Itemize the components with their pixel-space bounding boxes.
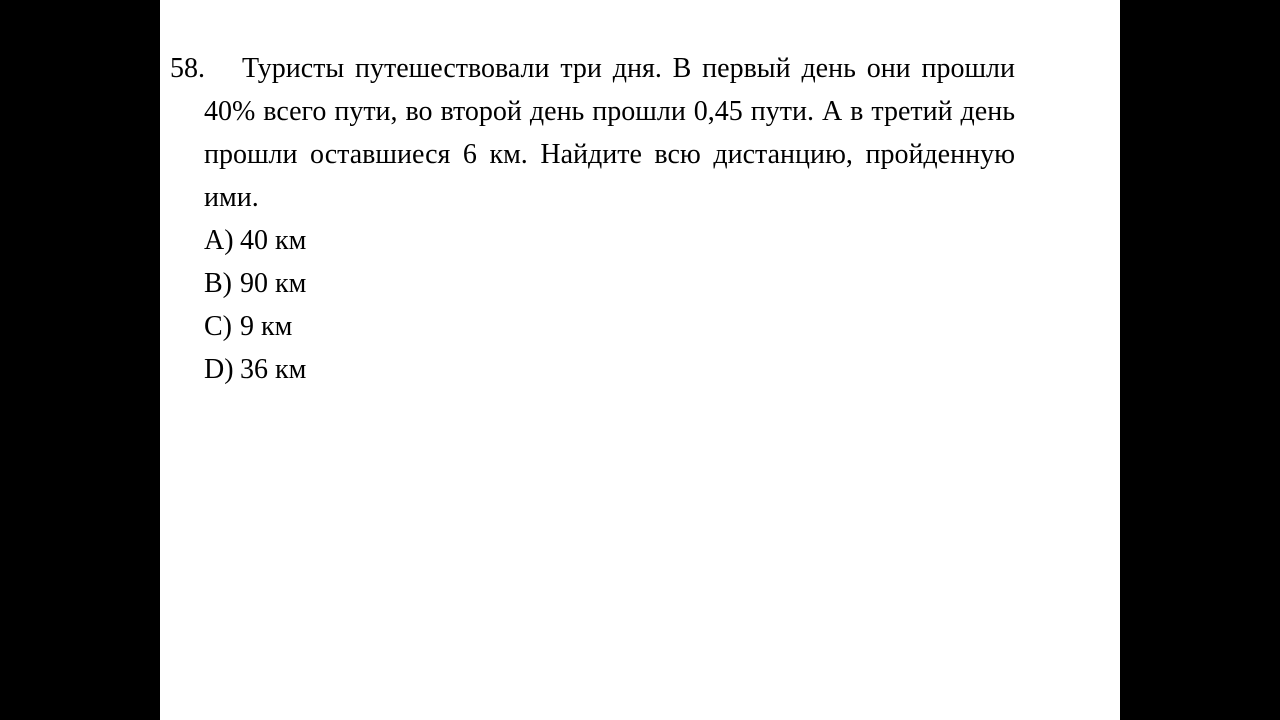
answer-options [170, 219, 1015, 391]
option-letter: A) [204, 225, 234, 256]
question-block [170, 47, 1015, 391]
option-d [204, 348, 1015, 391]
document-page [160, 0, 1120, 720]
option-text: 9 км [240, 311, 293, 342]
option-text: 90 км [240, 268, 307, 299]
option-b [204, 262, 1015, 305]
option-a [204, 219, 1015, 262]
question-text: Туристы путешествовали три дня. В первый день они прошли 40% всего пути, во второй день прошли 0,45 пути. А в третий день прошли оставшиеся 6 км. Найдите всю дистанцию, пройденную ими. [204, 53, 1015, 213]
option-text: 36 км [240, 354, 307, 385]
option-letter: B) [204, 268, 232, 299]
option-text: 40 км [240, 225, 307, 256]
question-number: 58. [170, 53, 205, 84]
option-letter: C) [204, 311, 232, 342]
option-letter: D) [204, 354, 234, 385]
option-c [204, 305, 1015, 348]
